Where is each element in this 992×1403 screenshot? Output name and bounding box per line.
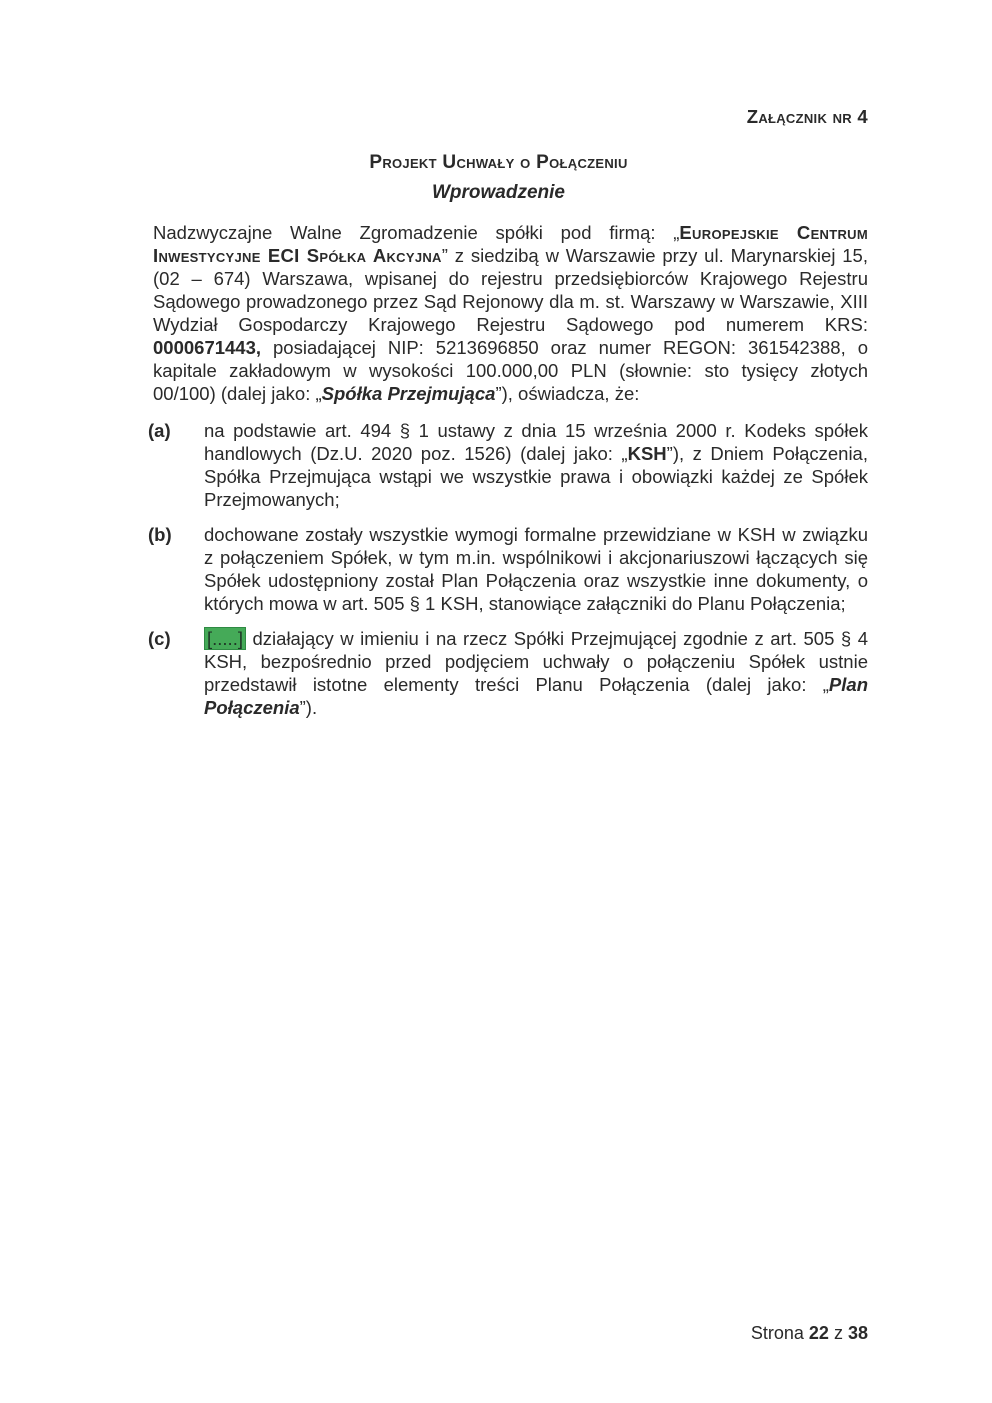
company-name: Europejskie Centrum Inwestycyjne ECI Spółka Akcyjna (153, 222, 868, 266)
footer-page-indicator (751, 1322, 868, 1344)
footer-page-number: 22 (808, 1323, 829, 1343)
krs-number: 0000671443, (153, 337, 262, 358)
text-run: Nadzwyczajne Walne Zgromadzenie spółki pod firmą: „ (153, 222, 680, 243)
page-title: Projekt Uchwały o Połączeniu (369, 152, 628, 173)
clause-item-a (148, 419, 868, 511)
clause-label-a: (a) (148, 420, 171, 441)
defined-term-merger-plan: Plan Połączenia (204, 674, 868, 718)
text-run: dochowane zostały wszystkie wymogi formalne przewidziane w KSH w związku z połączeniem Spółek, w tym m.in. wspólnikowi i akcjonariuszowi łączących się Spółek udostępniony został Plan Połączenia oraz wszystkie inne dokumenty, o których mowa w art. 505 § 1 KSH, stanowiące załączniki do Planu Połączenia; (204, 524, 868, 614)
text-run: działający w imieniu i na rzecz Spółki Przejmującej zgodnie z art. 505 § 4 KSH, bezpośrednio przed podjęciem uchwały o połączeniu Spółek ustnie przedstawił istotne elementy treści Planu Połączenia (dalej jako: „ (204, 628, 868, 695)
footer-prefix: Strona (750, 1323, 809, 1343)
text-run: na podstawie art. 494 § 1 ustawy z dnia 15 września 2000 r. Kodeks spółek handlowych (Dz.U. 2020 poz. 1526) (dalej jako: „ (204, 420, 868, 464)
defined-term-acquiring-company: Spółka Przejmująca (321, 383, 496, 404)
defined-term-ksh: KSH (627, 443, 667, 464)
page-subtitle: Wprowadzenie (431, 182, 565, 203)
clause-list (148, 419, 868, 719)
footer-total-pages: 38 (847, 1323, 868, 1343)
clause-item-c (148, 627, 868, 719)
attachment-label-row (153, 105, 868, 128)
text-run: posiadającej NIP: 5213696850 oraz numer REGON: 361542388, o kapitale zakładowym w wysokości 100.000,00 PLN (słownie: sto tysięcy złotych 00/100) (dalej jako: „ (153, 337, 868, 404)
text-run: ”). (299, 697, 318, 718)
clause-item-b (148, 523, 868, 615)
intro-paragraph (153, 221, 868, 405)
clause-label-c: (c) (148, 628, 171, 649)
text-run: ”), oświadcza, że: (495, 383, 640, 404)
text-run: ” z siedzibą w Warszawie przy ul. Marynarskiej 15, (02 – 674) Warszawa, wpisanej do rejestru przedsiębiorców Krajowego Rejestru Sądowego prowadzonego przez Sąd Rejonowy dla m. st. Warszawy w Warszawie, XIII Wydział Gospodarczy Krajowego Rejestru Sądowego pod numerem KRS: (153, 245, 868, 335)
attachment-label: Załącznik nr 4 (746, 106, 868, 127)
placeholder-highlight: [.....] (204, 627, 246, 650)
clause-label-b: (b) (148, 524, 172, 545)
text-run: ”), z Dniem Połączenia, Spółka Przejmująca wstąpi we wszystkie prawa i obowiązki każdej ze Spółek Przejmowanych; (204, 443, 868, 510)
footer-separator: z (828, 1323, 848, 1343)
